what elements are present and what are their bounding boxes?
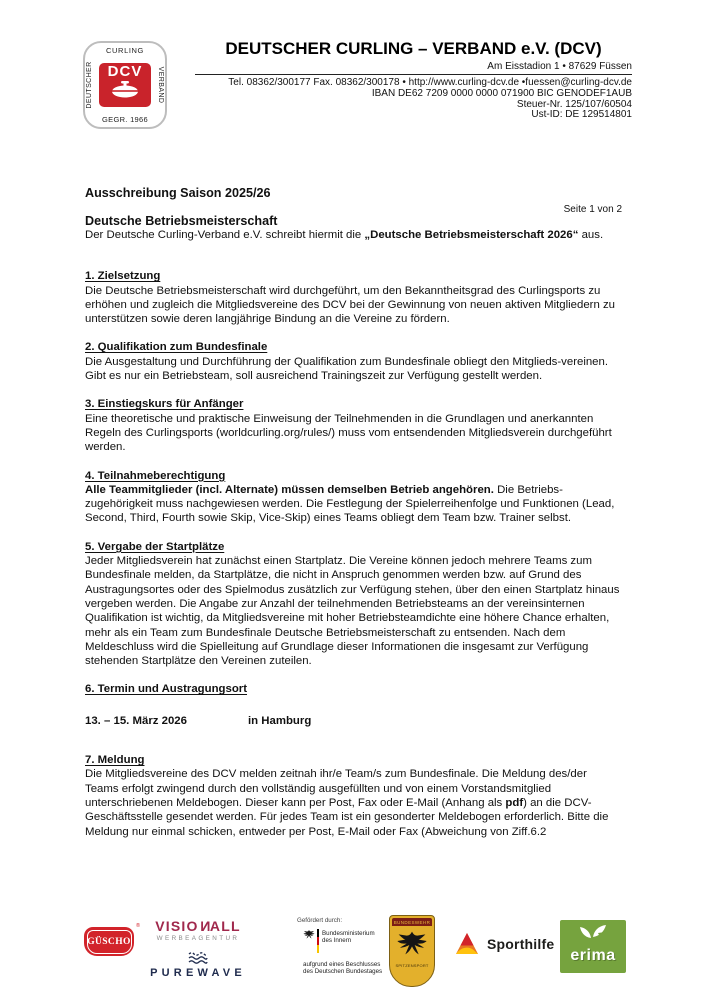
ministry-line2: des Innern <box>322 937 352 945</box>
section-body: Jeder Mitgliedsverein hat zunächst einen Startplatz. Die Vereine können jedoch mehrere Teams zum Bundesfinale melden, da Startplätze, die nicht in Anspruch genommen werden bzw. auf Grund des Austragungsortes oder des Spielmodus zusätzlich zur Verfügung stehen, über den einen Startplatz hinaus vergeben werden. Die Angabe zur Anzahl der teilnehmenden Betriebsteams an der vereinsinternen Qualifikation ist wichtig, da Mitgliedsvereine mit hoher Betriebsteamdichte eine höhere Chance erhalten, mehr als ein Team zum Bundesfinale Deutsche Betriebsmeisterschaft zu entsenden. Nach dem Meldeschluss wird die Spielleitung auf Grundlage dieser Informationen die insgesamt zur Verfügung stehenden Startplätze den Vereinen zuteilen. <box>85 555 620 668</box>
section-heading: 4. Teilnahmeberechtigung <box>85 469 226 482</box>
dcv-logo-ring-right: VERBAND <box>157 66 164 104</box>
dcv-logo-red-box <box>99 63 151 107</box>
bundeswehr-banner: BUNDESWEHR <box>393 920 431 925</box>
event-date: 13. – 15. März 2026 <box>85 714 187 727</box>
document-body <box>85 186 622 839</box>
dcv-monogram: DCV <box>107 63 143 80</box>
org-iban: IBAN DE62 7209 0000 0000 071900 BIC GENODEF1AUB <box>371 87 632 99</box>
german-flag-stripe <box>317 929 319 953</box>
section-teilnahmeberechtigung <box>85 469 622 526</box>
event-date-row <box>85 714 622 728</box>
ministry-name <box>322 930 375 944</box>
dcv-logo <box>83 41 167 129</box>
curling-stone-icon <box>109 80 141 98</box>
bundeswehr-eagle-icon <box>396 927 428 963</box>
guescho-wordmark: GÜSCHO <box>87 936 131 947</box>
bundeswehr-crest-logo <box>389 915 435 987</box>
page-indicator: Seite 1 von 2 <box>563 204 622 215</box>
event-location: in Hamburg <box>248 714 312 727</box>
sporthilfe-wordmark: Sporthilfe <box>487 935 555 952</box>
dcv-logo-ring-left: DEUTSCHER <box>86 61 93 109</box>
erima-logo <box>560 920 626 973</box>
visionall-text: VISIO <box>155 918 199 934</box>
section-body-text: ) an die DCV-Geschäftsstelle gesendet werden. Für jedes Team ist ein gesonderter Meldebogen erforderlich. Bitte die Meldung nur einmal schicken, entweder per Post, E-Mail oder Fax (Abweichung von Ziff.6.2 <box>85 796 609 838</box>
section-body: Die Ausgestaltung und Durchführung der Qualifikation zum Bundesfinale obliegt den Mitglieds-vereinen. Gibt es nur ein Betriebsteam, soll ausreichend Trainingszeit zur Verfügung gestellt werden. <box>85 355 609 383</box>
section-zielsetzung <box>85 269 622 326</box>
intro-bold-text: „Deutsche Betriebsmeisterschaft 2026“ <box>364 229 579 241</box>
season-title: Ausschreibung Saison 2025/26 <box>85 186 271 200</box>
section-heading: 7. Meldung <box>85 754 145 767</box>
section-termin <box>85 682 622 728</box>
section-body-text: Die Betriebs-zugehörigkeit muss nachgewiesen werden. Die Festlegung der Spielerreihenfolge und Funktionen (Lead, Second, Third, Fourth sowie Skip, Vice-Skip) eines Teams obliegt dem Team bzw. Trainer selbst. <box>85 483 615 525</box>
section-body <box>85 483 622 526</box>
visionall-flipped-n: N <box>198 918 210 934</box>
purewave-waves-icon <box>146 951 250 965</box>
purewave-wordmark: PUREWAVE <box>150 966 246 979</box>
org-tax-number: Steuer-Nr. 125/107/60504 <box>516 98 632 110</box>
funding-note-line2: des Deutschen Bundestages <box>303 968 383 976</box>
guescho-logo <box>84 923 140 956</box>
dcv-logo-ring-bottom: GEGR. 1966 <box>102 115 148 124</box>
funding-note <box>303 961 401 975</box>
section-heading: 2. Qualifikation zum Bundesfinale <box>85 341 268 354</box>
org-contact: Tel. 08362/300177 Fax. 08362/300178 • http://www.curling-dcv.de •fuessen@curling-dcv.de <box>228 77 632 88</box>
section-bold-word: pdf <box>505 796 524 809</box>
section-body: Die Deutsche Betriebsmeisterschaft wird durchgeführt, um den Bekanntheitsgrad des Curlingsports zu erhöhen und zugleich die Mitgliedsvereine des DCV bei der Gewinnung von neuen aktiven Mitgliedern zu unterstützen sowie deren langjährige Bindung an die Vereine zu fördern. <box>85 284 615 326</box>
org-address: Am Eisstadion 1 • 87629 Füssen <box>487 61 632 72</box>
org-title: DEUTSCHER CURLING – VERBAND e.V. (DCV) <box>225 39 602 58</box>
intro-paragraph <box>85 228 622 242</box>
visionall-wordmark <box>146 919 250 933</box>
federal-eagle-icon <box>303 929 315 941</box>
intro-tail: aus. <box>578 229 604 241</box>
sporthilfe-logo <box>455 932 554 955</box>
ministry-line1: Bundesministerium <box>322 930 375 937</box>
letterhead-rule <box>195 74 632 75</box>
visionall-purewave-logos <box>146 919 250 979</box>
sporthilfe-triangle-icon <box>455 932 479 955</box>
section-heading: 5. Vergabe der Startplätze <box>85 540 225 553</box>
section-body <box>85 767 622 838</box>
section-qualifikation <box>85 340 622 383</box>
intro-text: Der Deutsche Curling-Verband e.V. schreibt hiermit die <box>85 229 365 241</box>
section-startplaetze <box>85 540 622 669</box>
section-einstiegskurs <box>85 397 622 454</box>
dcv-logo-ring-top: CURLING <box>106 46 144 55</box>
org-vat-id: Ust-ID: DE 129514801 <box>531 109 632 121</box>
ministry-logo <box>303 929 401 953</box>
funding-note-line1: aufgrund eines Beschlusses <box>303 961 381 968</box>
funding-caption: Gefördert durch: <box>297 917 343 924</box>
section-heading: 1. Zielsetzung <box>85 270 161 283</box>
letterhead <box>195 39 632 121</box>
section-body: Eine theoretische und praktische Einweisung der Teilnehmenden in die Grundlagen und anerkannten Regeln des Curlingsports (worldcurling.org/rules/) muss vom entsendenden Mitgliedsverein durchgeführt werden. <box>85 412 612 454</box>
section-bold-lead: Alle Teammitglieder (incl. Alternate) müssen demselben Betrieb angehören. <box>85 483 494 496</box>
section-heading: 6. Termin und Austragungsort <box>85 683 248 696</box>
erima-bird-icon <box>578 930 608 947</box>
section-body-text: Die Mitgliedsvereine des DCV melden zeitnah ihr/e Team/s zum Bundesfinale. Die Meldung des/der Teams erfolgt zwingend durch den vollständig ausgefüllten und von einem Vorstandsmitglied unterschriebenen Meldebogen. Dieser kann per Post, Fax oder E-Mail (Anhang als <box>85 768 587 809</box>
section-meldung <box>85 753 622 839</box>
visionall-text: ALL <box>209 918 241 934</box>
registered-mark-icon: ® <box>135 923 140 929</box>
federal-funding-block <box>297 917 401 975</box>
section-heading: 3. Einstiegskurs für Anfänger <box>85 398 244 411</box>
visionall-subtitle: WERBEAGENTUR <box>156 934 240 942</box>
bundeswehr-subtitle: SPITZENSPORT <box>395 963 429 968</box>
event-title: Deutsche Betriebsmeisterschaft <box>85 214 278 228</box>
erima-wordmark: erima <box>570 947 616 964</box>
